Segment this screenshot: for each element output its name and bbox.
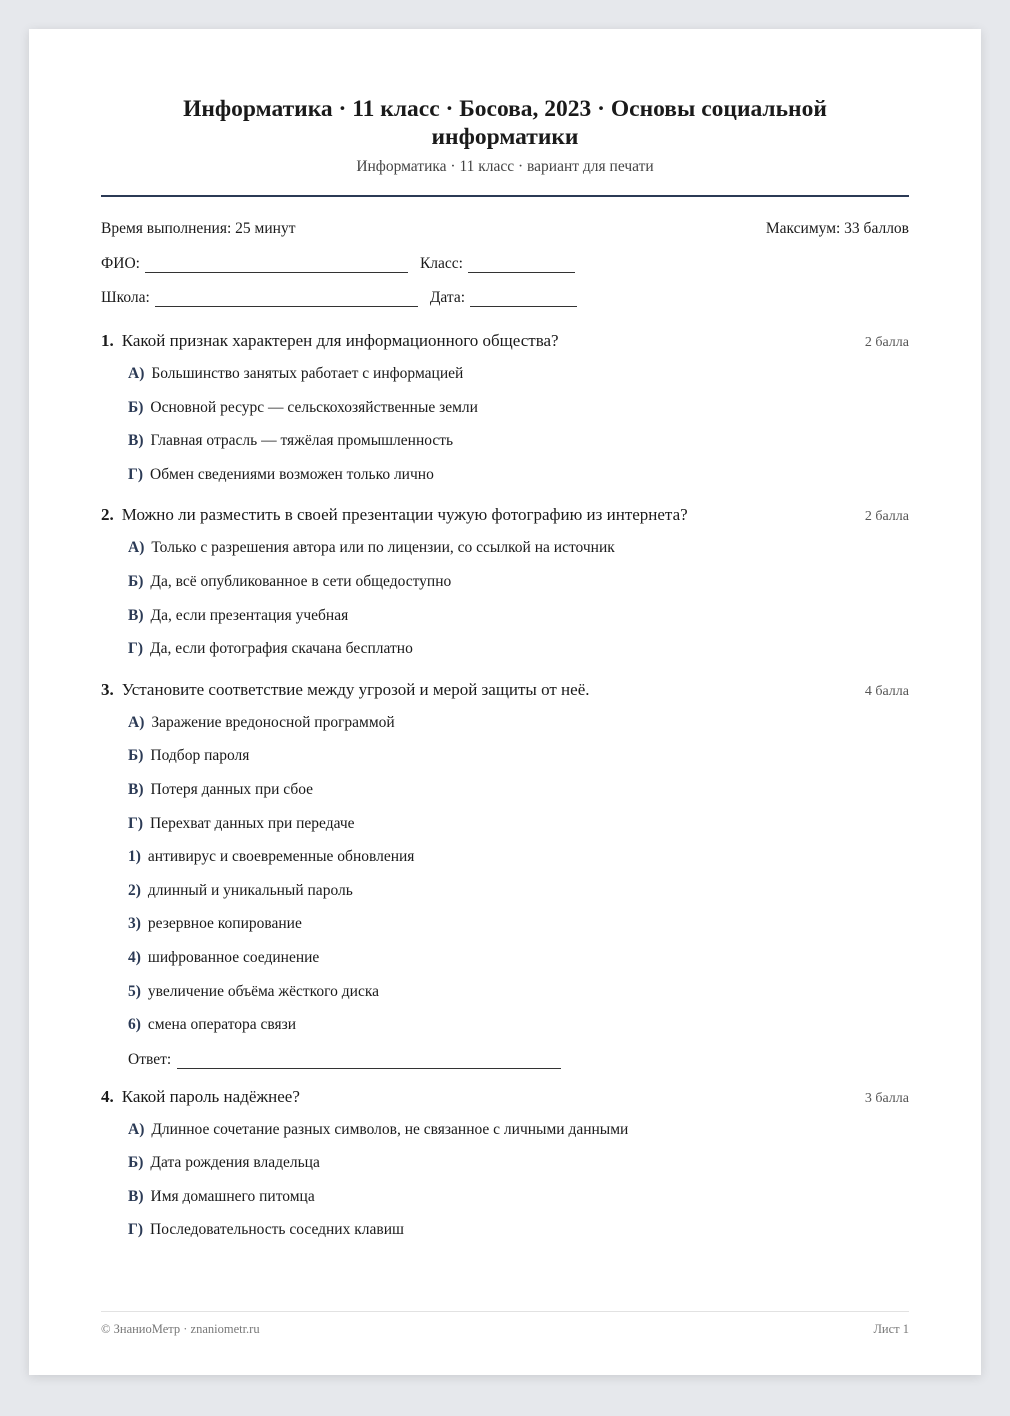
answer-options	[128, 533, 909, 667]
option-text: антивирус и своевременные обновления	[147, 848, 415, 866]
answer-option[interactable]	[128, 426, 909, 460]
date-field[interactable]	[470, 292, 577, 307]
measure-item	[128, 842, 909, 876]
option-text: Основной ресурс — сельскохозяйственные земли	[150, 398, 478, 416]
option-text: увеличение объёма жёсткого диска	[147, 982, 379, 1000]
option-number: 2)	[128, 881, 141, 899]
option-letter: А)	[128, 713, 145, 731]
question-2	[101, 504, 909, 667]
option-text: Да, если презентация учебная	[150, 606, 349, 624]
page-footer	[101, 1311, 909, 1337]
option-text: Дата рождения владельца	[150, 1154, 320, 1172]
measure-item	[128, 977, 909, 1011]
question-number: 4.	[101, 1086, 114, 1106]
option-text: Только с разрешения автора или по лицензии, со ссылкой на источник	[151, 539, 615, 557]
option-text: смена оператора связи	[147, 1016, 297, 1034]
option-text: Последовательность соседних клавиш	[150, 1221, 404, 1239]
question-points: 2 балла	[864, 335, 909, 350]
worksheet-content	[101, 95, 909, 1249]
answer-option[interactable]	[128, 359, 909, 393]
answer-option[interactable]	[128, 567, 909, 601]
question-points: 2 балла	[864, 509, 909, 525]
option-text: Да, всё опубликованное в сети общедоступно	[150, 572, 452, 590]
option-letter: В)	[128, 432, 144, 450]
page-number: Лист 1	[873, 1322, 909, 1336]
option-text: резервное копирование	[147, 915, 302, 933]
answer-option[interactable]	[128, 393, 909, 427]
measure-item	[128, 943, 909, 977]
option-letter: В)	[128, 780, 144, 798]
field-row-2	[101, 285, 909, 307]
option-letter: Б)	[128, 572, 144, 590]
school-field[interactable]	[155, 292, 418, 307]
option-letter: А)	[128, 365, 145, 382]
question-header	[101, 1086, 909, 1110]
option-text: Подбор пароля	[150, 747, 250, 765]
threat-item	[128, 809, 909, 843]
question-4	[101, 1086, 909, 1249]
option-letter: Б)	[128, 747, 144, 765]
page-title: Информатика · 11 класс · Босова, 2023 · Основы социальной информатики	[183, 96, 827, 150]
option-letter: В)	[128, 606, 144, 624]
option-letter: Б)	[128, 1154, 144, 1172]
question-text: Можно ли разместить в своей презентации чужую фотографию из интернета?	[121, 505, 688, 525]
option-letter: Г)	[128, 465, 144, 483]
measure-item	[128, 909, 909, 943]
option-text: шифрованное соединение	[147, 948, 320, 966]
question-3	[101, 679, 909, 1069]
option-number: 1)	[128, 848, 141, 866]
question-points: 4 балла	[864, 683, 909, 699]
option-text: Заражение вредоносной программой	[151, 713, 395, 731]
question-header	[101, 504, 909, 528]
fio-field[interactable]	[145, 258, 408, 273]
option-text: Обмен сведениями возможен только лично	[150, 465, 434, 483]
class-label: Класс:	[419, 255, 463, 272]
time-limit: Время выполнения: 25 минут	[101, 220, 296, 237]
option-letter: Б)	[128, 398, 144, 416]
max-score: Максимум: 33 баллов	[765, 220, 909, 237]
option-text: Длинное сочетание разных символов, не связанное с личными данными	[151, 1120, 629, 1138]
student-fields	[101, 251, 909, 307]
answer-row	[128, 1045, 909, 1069]
question-text: Какой признак характерен для информационного общества?	[121, 331, 559, 350]
answer-label: Ответ:	[128, 1050, 172, 1068]
threat-item	[128, 775, 909, 809]
option-text: Перехват данных при передаче	[150, 814, 355, 832]
question-text: Какой пароль надёжнее?	[121, 1086, 300, 1106]
option-text: Большинство занятых работает с информацией	[151, 365, 464, 382]
option-text: длинный и уникальный пароль	[147, 881, 353, 899]
class-field[interactable]	[468, 258, 575, 273]
answer-option[interactable]	[128, 1215, 909, 1249]
answer-option[interactable]	[128, 634, 909, 668]
option-number: 4)	[128, 948, 141, 966]
option-text: Потеря данных при сбое	[150, 780, 314, 798]
question-number: 3.	[101, 679, 114, 699]
question-number: 1.	[101, 331, 114, 350]
question-header	[101, 330, 909, 354]
page-subtitle: Информатика · 11 класс · вариант для печати	[356, 158, 654, 175]
answer-option[interactable]	[128, 1115, 909, 1149]
worksheet-page	[29, 29, 981, 1375]
answer-field[interactable]	[177, 1054, 561, 1069]
option-text: Главная отрасль — тяжёлая промышленность	[150, 432, 454, 450]
option-text: Имя домашнего питомца	[150, 1187, 315, 1205]
option-letter: А)	[128, 1120, 145, 1138]
footer-copyright: © ЗнаниоМетр · znaniometr.ru	[101, 1322, 260, 1336]
option-letter: Г)	[128, 814, 144, 832]
option-text: Да, если фотография скачана бесплатно	[150, 640, 413, 658]
option-number: 6)	[128, 1016, 141, 1034]
answer-option[interactable]	[128, 1182, 909, 1216]
answer-option[interactable]	[128, 601, 909, 635]
answer-option[interactable]	[128, 533, 909, 567]
answer-option[interactable]	[128, 460, 909, 494]
option-letter: Г)	[128, 1221, 144, 1239]
answer-option[interactable]	[128, 1148, 909, 1182]
date-label: Дата:	[429, 289, 466, 306]
option-letter: В)	[128, 1187, 144, 1205]
option-letter: А)	[128, 539, 145, 557]
question-header	[101, 679, 909, 703]
option-number: 5)	[128, 982, 141, 1000]
header-divider	[101, 195, 909, 197]
school-label: Школа:	[101, 289, 150, 306]
question-1	[101, 330, 909, 493]
option-letter: Г)	[128, 640, 144, 658]
measure-item	[128, 876, 909, 910]
field-row-1	[101, 251, 909, 273]
threat-item	[128, 708, 909, 742]
exam-meta	[101, 219, 909, 239]
fio-label: ФИО:	[101, 255, 140, 272]
question-points: 3 балла	[864, 1090, 909, 1106]
threat-item	[128, 741, 909, 775]
option-number: 3)	[128, 915, 141, 933]
question-text: Установите соответствие между угрозой и мерой защиты от неё.	[121, 679, 590, 699]
question-number: 2.	[101, 505, 114, 525]
measure-item	[128, 1010, 909, 1044]
matching-items	[128, 708, 909, 1044]
answer-options	[128, 1115, 909, 1249]
answer-options	[128, 359, 909, 493]
